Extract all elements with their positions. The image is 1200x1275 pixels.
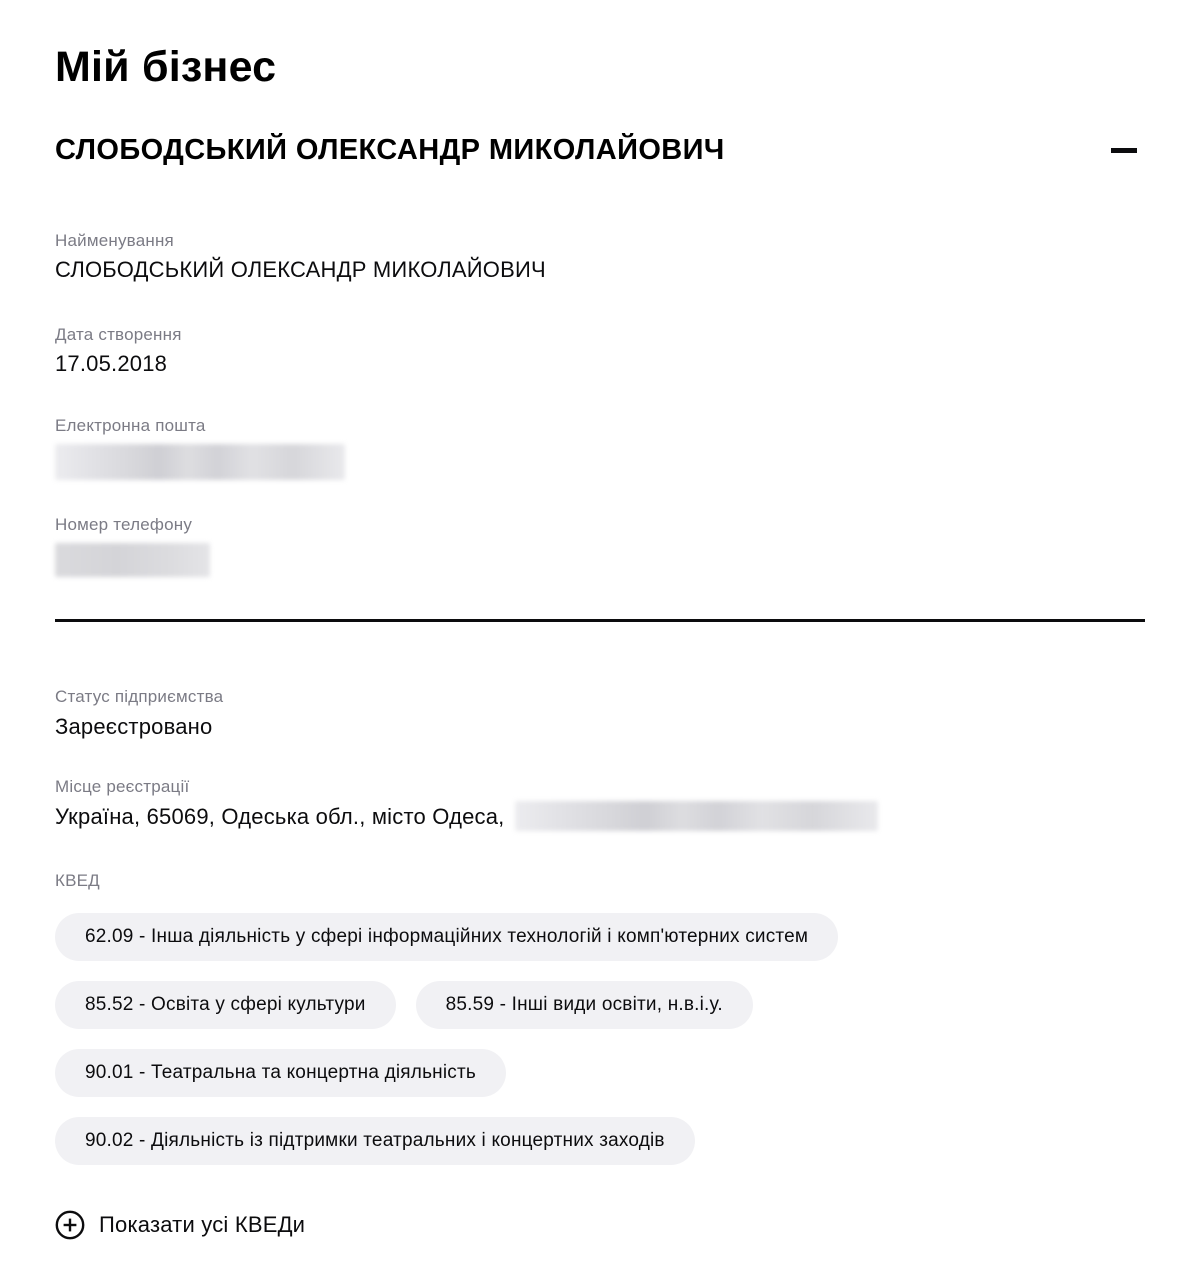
show-all-kved-button[interactable] bbox=[55, 1210, 305, 1240]
phone-redacted-value bbox=[55, 543, 210, 577]
kved-pill-list bbox=[55, 891, 1145, 1165]
page-title: Мій бізнес bbox=[55, 43, 277, 91]
field-name-value: СЛОБОДСЬКИЙ ОЛЕКСАНДР МИКОЛАЙОВИЧ bbox=[55, 257, 546, 283]
plus-circle-icon bbox=[55, 1210, 85, 1240]
kved-pill: 62.09 - Інша діяльність у сфері інформаційних технологій і комп'ютерних систем bbox=[55, 913, 838, 961]
field-status-label: Статус підприємства bbox=[55, 687, 224, 707]
field-name-label: Найменування bbox=[55, 231, 174, 251]
section-divider bbox=[55, 619, 1145, 622]
kved-pill: 90.01 - Театральна та концертна діяльність bbox=[55, 1049, 506, 1097]
kved-pill: 90.02 - Діяльність із підтримки театральних і концертних заходів bbox=[55, 1117, 695, 1165]
minus-icon[interactable] bbox=[1111, 148, 1137, 153]
field-created-date-label: Дата створення bbox=[55, 324, 182, 344]
business-accordion-header[interactable] bbox=[55, 133, 1145, 168]
field-phone bbox=[55, 515, 1145, 577]
field-registration-place bbox=[55, 777, 1145, 831]
field-status bbox=[55, 687, 1145, 740]
kved-label: КВЕД bbox=[55, 870, 100, 890]
address-redacted-value bbox=[515, 801, 878, 831]
field-registration-place-label: Місце реєстрації bbox=[55, 777, 190, 797]
field-status-value: Зареєстровано bbox=[55, 713, 213, 739]
field-email-label: Електронна пошта bbox=[55, 415, 206, 435]
field-registration-place-value bbox=[55, 804, 1145, 831]
field-created-date-value: 17.05.2018 bbox=[55, 351, 168, 377]
business-name-heading: СЛОБОДСЬКИЙ ОЛЕКСАНДР МИКОЛАЙОВИЧ bbox=[55, 134, 725, 167]
kved-pill: 85.52 - Освіта у сфері культури bbox=[55, 981, 396, 1029]
show-all-kved-label: Показати усі КВЕДи bbox=[99, 1212, 306, 1238]
kved-pill: 85.59 - Інші види освіти, н.в.і.у. bbox=[416, 981, 753, 1029]
email-redacted-value bbox=[55, 444, 345, 480]
registration-place-text: Україна, 65069, Одеська обл., місто Одеса, bbox=[55, 803, 505, 829]
field-name bbox=[55, 231, 1145, 284]
kved-section bbox=[55, 871, 1145, 891]
field-created-date bbox=[55, 325, 1145, 378]
field-email bbox=[55, 416, 1145, 480]
field-phone-label: Номер телефону bbox=[55, 515, 193, 535]
